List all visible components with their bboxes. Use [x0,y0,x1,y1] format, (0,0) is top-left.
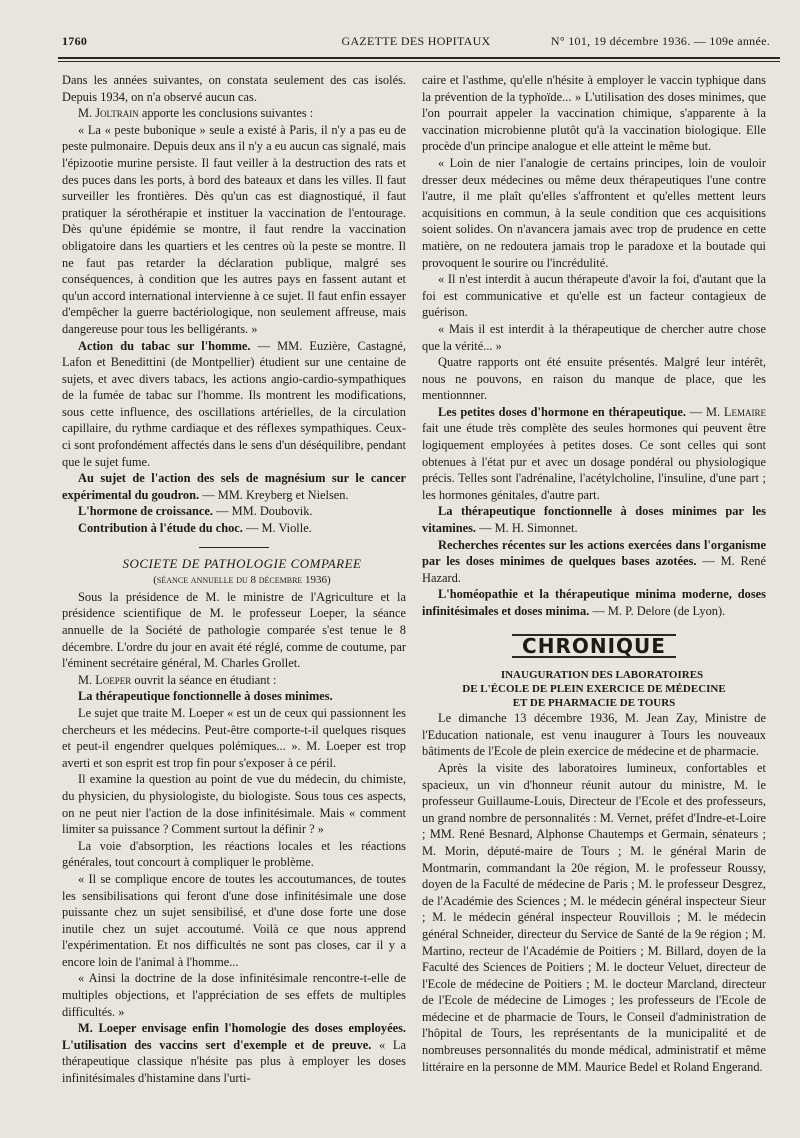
paragraph: caire et l'asthme, qu'elle n'hésite à employer le vaccin typhique dans la prévention de la typhoïde... » L'utilisation des doses minimes, que l'on pourrait appeler la vaccination chimique, s'apparente à la vaccination microbienne plutôt qu'à la vaccination biologique. Elle procède d'un principe analogue et elle atteint le même but. [422,73,766,154]
separator [199,547,269,548]
author-name: Loeper [95,672,132,687]
society-subtitle: (séance annuelle du 8 décembre 1936) [153,574,331,587]
author-name: Lemaire [723,404,766,419]
paragraph: « Il n'est interdit à aucun thérapeute d'avoir la foi, d'autant que la foi est communicative et qu'elle est un facteur contagieux de guérison. [422,272,766,320]
paragraph: M. Joltrain apporte les conclusions suivantes : [78,106,314,121]
paragraph: Contribution à l'étude du choc. — M. Violle. [78,521,312,536]
page-header [62,34,770,54]
paragraph: Il examine la question au point de vue du médecin, du chimiste, du physicien, du physiologiste, du biologiste. Sous tous ces aspects, on ne peut nier l'action de la dose infinitésimale. Mais « comment limiter sa puissance ? Comment surtout la définir ? » [62,772,406,837]
section-heading: Au sujet de l'action des sels de magnésium sur le cancer expérimental du goudron. [62,471,406,502]
society-title: SOCIETE DE PATHOLOGIE COMPAREE [122,555,362,571]
section-heading: M. Loeper envisage enfin l'homologie des doses employées. L'utilisation des vaccins sert d'exemple et de preuve. [62,1021,406,1052]
paragraph: M. Loeper envisage enfin l'homologie des doses employées. L'utilisation des vaccins sert d'exemple et de preuve. « La thérapeutique classique n'hésite pas plus à employer les doses infinitésimales d'histamine dans l'urti- [62,1021,406,1086]
paragraph: « Mais il est interdit à la thérapeutique de chercher autre chose que la vérité... » [422,321,766,353]
paragraph: Quatre rapports ont été ensuite présentés. Malgré leur intérêt, nous ne pouvons, en raison du manque de place, que les mentionnner. [422,355,766,403]
journal-title: GAZETTE DES HOPITAUX [341,34,491,48]
paragraph: Les petites doses d'hormone en thérapeutique. — M. Lemaire fait une étude très complète des seules hormones qui peuvent être logiquement employées à petites doses. Ce sont celles qui sont obtenues à l'état pur et avec un dosage pondéral ou physiologique précis. Telles sont l'adrénaline, l'acétylcholine, l'insuline, d'une part ; les hormones génitales, d'autre part. [422,404,766,502]
paragraph: La thérapeutique fonctionnelle à doses minimes par les vitamines. — M. H. Simonnet. [422,504,766,536]
section-heading: L'hormone de croissance. [78,504,214,519]
paragraph: « La « peste bubonique » seule a existé à Paris, il n'y a pas eu de peste pulmonaire. Depuis deux ans il n'y a eu aucun cas signalé, mais l'épizootie murine persiste. Il faut veiller à la destruction des rats et des puces dans les ports, à bord des bateaux et dans les villes. Il faut surveiller les frontières. Dès qu'un cas est diagnostiqué, il faut pratiquer la sérothérapie et instituer la vaccination de l'entourage. Dès qu'une épidémie se montre, il faut rendre la vaccination obligatoire dans les quartiers et les centres où la peste se montre. Il ne faut pas retarder la déclaration publique, malgré ses conséquences, à condition que les autres pays en fassent autant et qu'un accord international intervienne à ce sujet. Il faut enfin essayer d'empêcher la guerre bactériologique, non seulement affreuse, mais dangereuse pour tous les belligérants. » [62,122,406,336]
left-column [62,72,406,1087]
section-heading: Les petites doses d'hormone en thérapeutique. [438,404,686,419]
author-name: Joltrain [95,106,139,121]
paragraph: « Loin de nier l'analogie de certains principes, loin de vouloir dresser deux médecines ou même deux thérapeutiques l'une contre l'autre, il me plaît qu'elles s'affrontent et qu'elles mettent leurs acquisitions en commun, à la seule condition que ces acquisitions soient solides. On n'avancera jamais avec trop de prudence en cette matière, on ne redoutera jamais trop le paradoxe et la boutade qui provoquent le sourire ou l'incrédulité. [422,155,766,270]
paragraph: Recherches récentes sur les actions exercées dans l'organisme par les doses minimes de quelques bases azotées. — M. René Hazard. [422,537,766,585]
paragraph: Dans les années suivantes, on constata seulement des cas isolés. Depuis 1934, on n'a observé aucun cas. [62,73,406,104]
paragraph: « Ainsi la doctrine de la dose infinitésimale rencontre-t-elle de multiples objections, et l'appréciation de ses effets de multiples difficultés. » [62,971,406,1019]
section-heading: Action du tabac sur l'homme. [78,338,251,353]
section-heading: L'homéopathie et la thérapeutique minima moderne, doses infinitésimales et doses minima. [422,587,766,618]
section-heading: Contribution à l'étude du choc. [78,521,243,536]
page-number: 1760 [62,34,88,48]
paragraph: Le dimanche 13 décembre 1936, M. Jean Zay, Ministre de l'Education nationale, est venu inaugurer à Tours les nouveaux bâtiments de l'Ecole de plein exercice de médecine et de pharmacie. [422,711,766,759]
paragraph: L'hormone de croissance. — MM. Doubovik. [78,504,313,519]
paragraph: Le sujet que traite M. Loeper « est un de ceux qui passionnent les chercheurs et les médecins. Peut-être comporte-t-il quelques risques et peut-il engendrer quelques polémiques... ». M. Loeper est trop averti et son esprit est trop fin pour s'exposer à ce péril. [62,705,406,770]
section-heading: La thérapeutique fonctionnelle à doses minimes par les vitamines. [422,504,766,536]
chronique-title: CHRONIQUE [512,634,676,659]
right-column [422,72,766,1075]
paragraph: Sous la présidence de M. le ministre de l'Agriculture et la présidence scientifique de M. le professeur Loeper, la séance annuelle de la Société de pathologie comparée s'est tenue le 8 décembre. L'ordre du jour en avait été réglé, comme de coutume, par l'éminent secrétaire général, M. Charles Grollet. [62,589,406,671]
paragraph: Action du tabac sur l'homme. — MM. Euzière, Castagné, Lafon et Benedittini (de Montpellier) étudient sur une centaine de sujets, et avec divers tabacs, les actions angio-cardio-sympathiques de la fumée de tabac sur l'homme. Ils montrent les modifications, sous cette influence, des oscillations artérielles, de la circulation capillaire, du rythme cardiaque et des réflexes sympathiques. Ceux-ci sont profondément affectés dans le sens d'un déséquilibre, pendant que le sujet fume. [62,338,406,469]
paragraph: M. Loeper ouvrit la séance en étudiant : [78,672,277,687]
header-rule-thin [58,61,780,62]
paragraph: Au sujet de l'action des sels de magnésium sur le cancer expérimental du goudron. — MM. Kreyberg et Nielsen. [62,471,406,502]
paragraph: « Il se complique encore de toutes les accoutumances, de toutes les sensibilisations qui feront d'une dose infinitésimale une dose puissante chez un sujet sensibilisé, et d'une dose forte une dose inutile chez un sujet accoutumé. Voilà ce que nous apprend l'expérimentation. Et nos difficultés ne sont pas closes, car il y a encore loin de l'animal à l'homme... [62,871,406,969]
chronique-banner [422,634,766,659]
section-heading: Recherches récentes sur les actions exercées dans l'organisme par les doses minimes de quelques bases azotées. [422,537,766,569]
paragraph: Après la visite des laboratoires lumineux, confortables et spacieux, un vin d'honneur réunit autour du ministre, M. le professeur Guillaume-Louis, Directeur de l'Ecole et des professeurs, un grand nombre de personnalités : M. Vernet, préfet d'Indre-et-Loire ; MM. René Besnard, Alphonse Chautemps et Germain, sénateurs ; M. Morin, député-maire de Tours ; M. le général Marin de Montmarin, commandant la 20e région, M. le professeur Roussy, doyen de la Faculté de médecine de Paris ; M. le professeur Desgrez, de l'Académie des Sciences ; M. le médecin général inspecteur Sieur ; M. le médecin général inspecteur Rouvillois ; M. le médecin général Schneider, directeur du Service de Santé de la 9e région ; M. Martino, recteur de l'Académie de Poitiers ; M. Billard, doyen de la Faculté des Sciences de Poitiers ; M. le docteur Veluet, directeur de l'Ecole de médecine de Poitiers ; M. le docteur Marcland, directeur de l'Ecole de médecine de Limoges ; les professeurs de l'Ecole de médecine et de pharmacie de Tours, le Conseil d'administration de l'hôpital de Tours, les représentants de la municipalité et de nombreuses personnalités du monde médical, administratif et même littéraire en la personne de MM. Maurice Bedel et Roland Engerand. [422,760,766,1074]
paragraph: L'homéopathie et la thérapeutique minima moderne, doses infinitésimales et doses minima. — M. P. Delore (de Lyon). [422,587,766,618]
issue-info: N° 101, 19 décembre 1936. — 109e année. [550,34,770,48]
section-heading: La thérapeutique fonctionnelle à doses minimes. [78,689,333,704]
article-title: INAUGURATION DES LABORATOIRES DE L'ÉCOLE DE PLEIN EXERCICE DE MÉDECINE ET DE PHARMACIE DE TOURS [462,669,726,710]
header-rule [58,57,780,59]
paragraph: La voie d'absorption, les réactions locales et les réactions générales, tout concourt à compliquer le problème. [62,838,406,870]
